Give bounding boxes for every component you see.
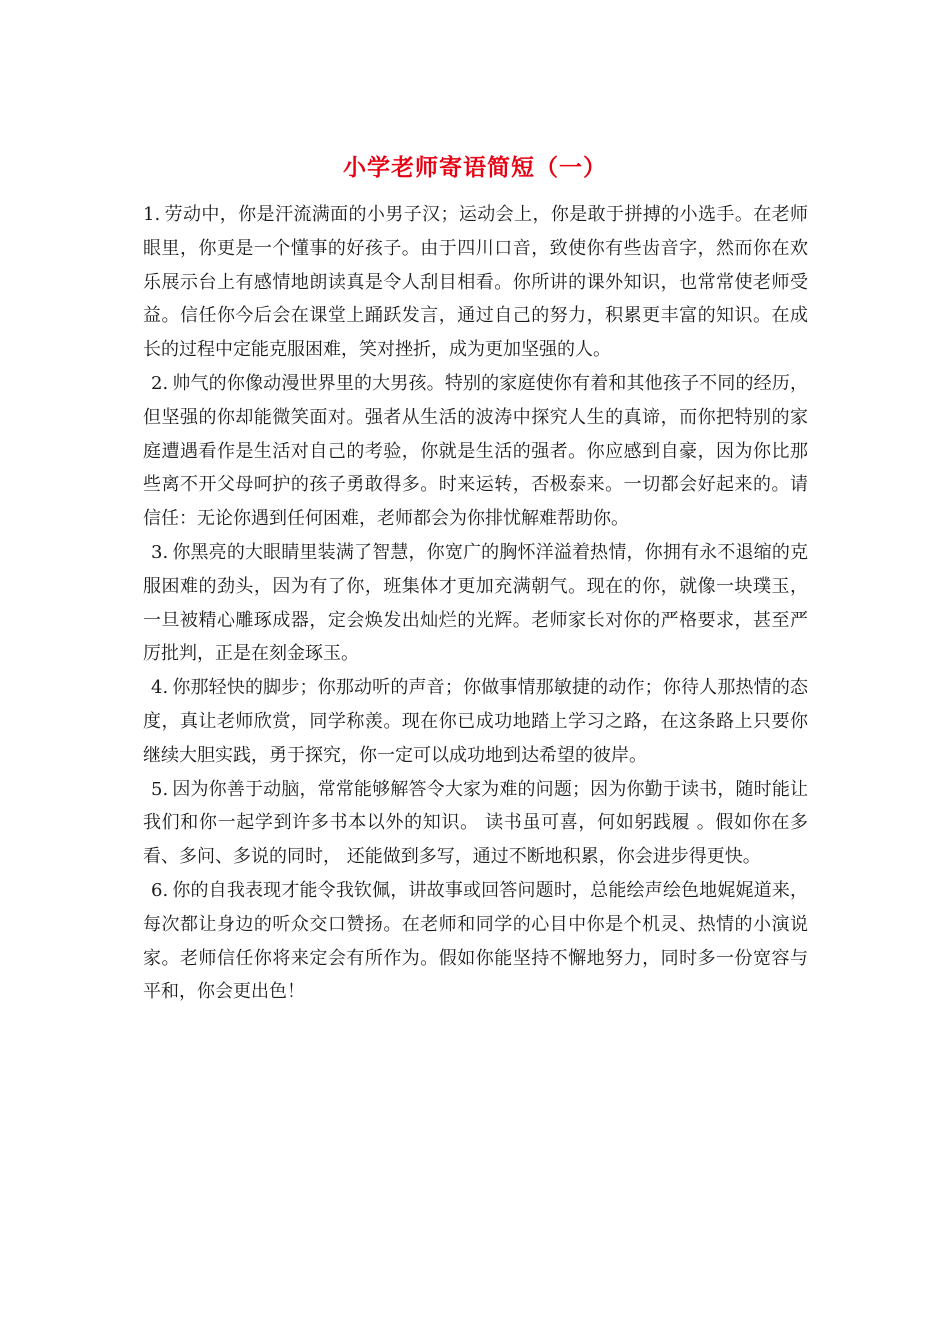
- document-title: 小学老师寄语简短（一）: [343, 154, 607, 181]
- paragraph-6: [143, 874, 808, 1009]
- paragraph-text: 你那轻快的脚步；你那动听的声音；你做事情那敏捷的动作；你待人那热情的态度，真让老师欣赏，同学称羡。现在你已成功地踏上学习之路，在这条路上只要你继续大胆实践，勇于探究，你一定可以成功地到达希望的彼岸。: [143, 677, 808, 766]
- paragraph-text: 你黑亮的大眼睛里装满了智慧，你宽广的胸怀洋溢着热情，你拥有永不退缩的克服困难的劲头，因为有了你，班集体才更加充满朝气。现在的你，就像一块璞玉，一旦被精心雕琢成器，定会焕发出灿烂的光辉。老师家长对你的严格要求，甚至严厉批判，正是在刻金琢玉。: [143, 541, 808, 665]
- paragraph-number: 4.: [151, 677, 169, 699]
- paragraph-4: [143, 671, 808, 772]
- paragraph-5: [143, 773, 808, 874]
- paragraph-number: 6.: [151, 879, 169, 901]
- paragraph-number: 3.: [151, 541, 169, 563]
- paragraph-number: 1.: [143, 204, 161, 225]
- paragraph-number: 2.: [151, 372, 169, 394]
- paragraph-2: [143, 367, 808, 536]
- paragraph-text: 帅气的你像动漫世界里的大男孩。特别的家庭使你有着和其他孩子不同的经历，但坚强的你却能微笑面对。强者从生活的波涛中探究人生的真谛，而你把特别的家庭遭遇看作是生活对自己的考验，你就是生活的强者。你应感到自豪，因为你比那些离不开父母呵护的孩子勇敢得多。时来运转，否极泰来。一切都会好起来的。请信任：无论你遇到任何困难，老师都会为你排忧解难帮助你。: [143, 372, 808, 530]
- paragraph-text: 你的自我表现才能令我钦佩，讲故事或回答问题时，总能绘声绘色地娓娓道来，每次都让身边的听众交口赞扬。在老师和同学的心目中你是个机灵、热情的小演说家。老师信任你将来定会有所作为。假如你能坚持不懈地努力，同时多一份宽容与平和，你会更出色！: [143, 879, 808, 1003]
- document-body: [143, 198, 808, 1009]
- paragraph-text: 劳动中，你是汗流满面的小男子汉；运动会上，你是敢于拼搏的小选手。在老师眼里，你更是一个懂事的好孩子。由于四川口音，致使你有些齿音字，然而你在欢乐展示台上有感情地朗读真是令人刮目相看。你所讲的课外知识，也常常使老师受益。信任你今后会在课堂上踊跃发言，通过自己的努力，积累更丰富的知识。在成长的过程中定能克服困难，笑对挫折，成为更加坚强的人。: [143, 204, 808, 361]
- paragraph-3: [143, 536, 808, 671]
- paragraph-text: 因为你善于动脑，常常能够解答令大家为难的问题；因为你勤于读书，随时能让我们和你一起学到许多书本以外的知识。 读书虽可喜，何如躬践履 。假如你在多看、多问、多说的同时， 还能做到多写，通过不断地积累，你会进步得更快。: [143, 778, 808, 868]
- paragraph-1: [143, 198, 808, 367]
- paragraph-number: 5.: [151, 778, 169, 800]
